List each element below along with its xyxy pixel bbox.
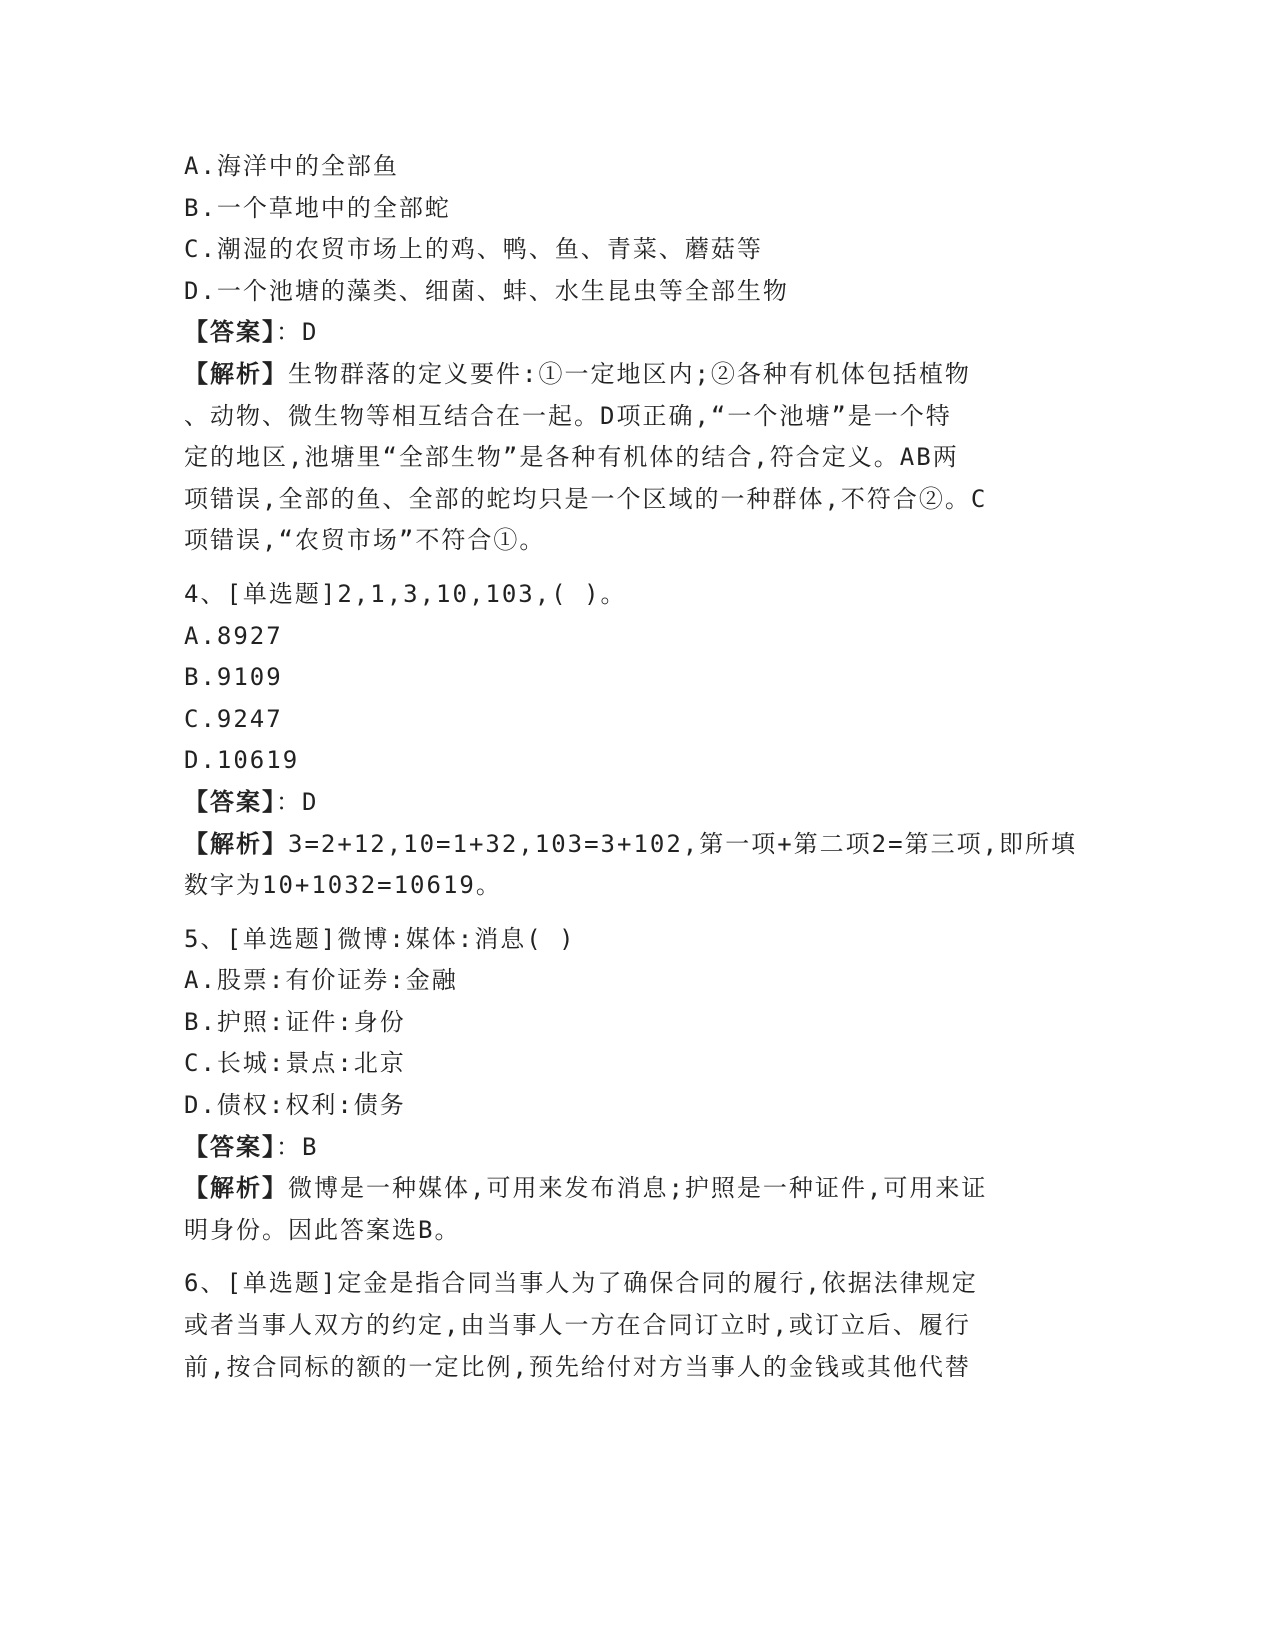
q5-option-b: B.护照:证件:身份 xyxy=(184,1007,406,1036)
q4-option-b: B.9109 xyxy=(184,663,283,692)
question-3 xyxy=(184,146,1064,562)
question-5 xyxy=(184,919,1064,1252)
answer-tag: 【答案】 xyxy=(184,1132,276,1161)
q4-option-d: D.10619 xyxy=(184,746,300,775)
answer-value: ：D xyxy=(276,787,319,816)
q3-option-c: C.潮湿的农贸市场上的鸡、鸭、鱼、青菜、蘑菇等 xyxy=(184,235,763,264)
answer-tag: 【答案】 xyxy=(184,787,276,816)
question-6 xyxy=(184,1263,1064,1388)
q3-option-a: A.海洋中的全部鱼 xyxy=(184,152,399,180)
q5-analysis-line-1 xyxy=(184,1168,1064,1210)
q3-analysis-line-5: 项错误,“农贸市场”不符合①。 xyxy=(184,526,546,555)
analysis-tag: 【解析】 xyxy=(184,1174,288,1203)
spacer xyxy=(184,907,1064,919)
answer-value: ：D xyxy=(276,318,319,347)
spacer xyxy=(184,562,1064,574)
q6-question-line-1: 6、[单选题]定金是指合同当事人为了确保合同的履行,依据法律规定 xyxy=(184,1269,978,1298)
q6-question-line-3: 前,按合同标的额的一定比例,预先给付对方当事人的金钱或其他代替 xyxy=(184,1352,971,1381)
analysis-text: 3=2+12,10=1+32,103=3+102,第一项+第二项2=第三项,即所填 xyxy=(288,829,1078,858)
q5-question: 5、[单选题]微博:媒体:消息( ) xyxy=(184,924,576,953)
analysis-tag: 【解析】 xyxy=(184,829,288,858)
q3-option-d: D.一个池塘的藻类、细菌、蚌、水生昆虫等全部生物 xyxy=(184,276,789,305)
q5-option-c: C.长城:景点:北京 xyxy=(184,1049,406,1078)
q3-analysis-line-3: 定的地区,池塘里“全部生物”是各种有机体的结合,符合定义。AB两 xyxy=(184,443,959,472)
q4-option-c: C.9247 xyxy=(184,704,283,733)
q4-analysis-line-1 xyxy=(184,824,1078,866)
q6-question-line-2: 或者当事人双方的约定,由当事人一方在合同订立时,或订立后、履行 xyxy=(184,1311,971,1340)
q3-analysis-line-1 xyxy=(184,354,1064,396)
page-content xyxy=(184,146,1078,1388)
analysis-text: 微博是一种媒体,可用来发布消息;护照是一种证件,可用来证 xyxy=(288,1174,988,1203)
q5-option-a: A.股票:有价证券:金融 xyxy=(184,966,458,995)
q5-answer xyxy=(184,1127,1064,1169)
q4-option-a: A.8927 xyxy=(184,621,283,650)
q4-answer xyxy=(184,782,1064,824)
q4-analysis-line-2: 数字为10+1032=10619。 xyxy=(184,871,502,900)
q5-option-d: D.债权:权利:债务 xyxy=(184,1091,406,1120)
analysis-tag: 【解析】 xyxy=(184,359,288,388)
q3-answer xyxy=(184,312,1064,354)
analysis-text: 生物群落的定义要件:①一定地区内;②各种有机体包括植物 xyxy=(288,359,971,388)
answer-tag: 【答案】 xyxy=(184,318,276,347)
question-4 xyxy=(184,574,1078,907)
q4-question: 4、[单选题]2,1,3,10,103,( )。 xyxy=(184,579,627,608)
q5-analysis-line-2: 明身份。因此答案选B。 xyxy=(184,1215,461,1244)
q3-analysis-line-4: 项错误,全部的鱼、全部的蛇均只是一个区域的一种群体,不符合②。C xyxy=(184,484,988,513)
spacer xyxy=(184,1251,1064,1263)
q3-analysis-line-2: 、动物、微生物等相互结合在一起。D项正确,“一个池塘”是一个特 xyxy=(184,401,952,430)
q3-option-b: B.一个草地中的全部蛇 xyxy=(184,193,451,222)
answer-value: ：B xyxy=(276,1132,319,1161)
